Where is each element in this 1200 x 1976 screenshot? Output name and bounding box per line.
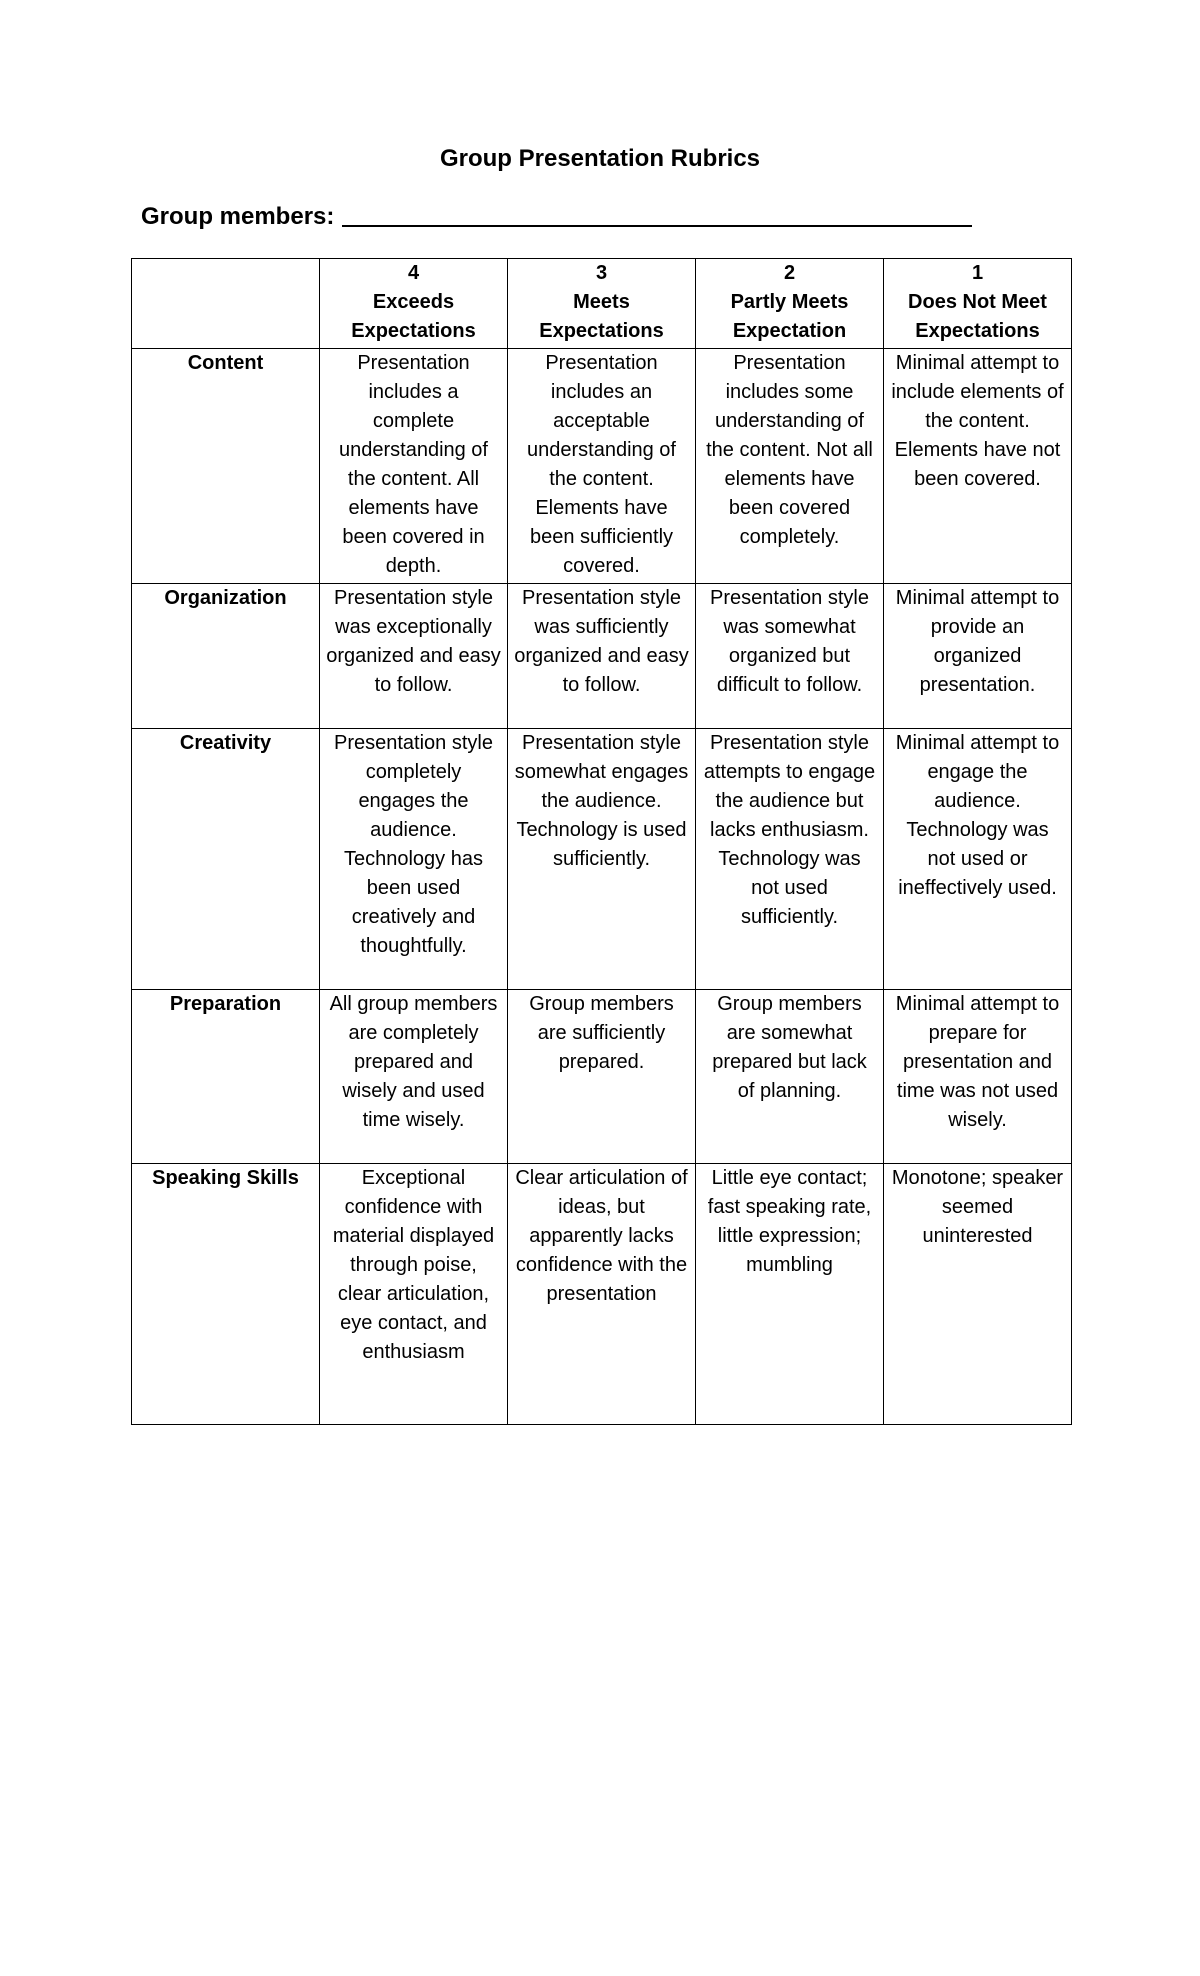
rubric-header-row bbox=[132, 259, 1072, 349]
rubric-cell: Presentation style was sufficiently organized and easy to follow. bbox=[508, 584, 696, 729]
criterion-label: Creativity bbox=[132, 729, 320, 990]
rubric-cell: Little eye contact; fast speaking rate, little expression; mumbling bbox=[696, 1164, 884, 1425]
score-level: Exceeds Expectations bbox=[351, 291, 476, 342]
score-value: 4 bbox=[407, 262, 420, 284]
rubric-cell: Presentation style attempts to engage the audience but lacks enthusiasm. Technology was not used sufficiently. bbox=[696, 729, 884, 990]
rubric-cell: Clear articulation of ideas, but apparently lacks confidence with the presentation bbox=[508, 1164, 696, 1425]
rubric-cell: Group members are sufficiently prepared. bbox=[508, 990, 696, 1164]
rubric-cell: Presentation style completely engages the audience. Technology has been used creatively and thoughtfully. bbox=[320, 729, 508, 990]
rubric-cell: Minimal attempt to include elements of the content. Elements have not been covered. bbox=[884, 349, 1072, 584]
criterion-label: Organization bbox=[132, 584, 320, 729]
rubric-cell: Presentation style was somewhat organized but difficult to follow. bbox=[696, 584, 884, 729]
rubric-cell: All group members are completely prepared and wisely and used time wisely. bbox=[320, 990, 508, 1164]
score-level: Meets Expectations bbox=[539, 291, 664, 342]
rubric-row-organization bbox=[132, 584, 1072, 729]
rubric-cell: Minimal attempt to provide an organized presentation. bbox=[884, 584, 1072, 729]
criterion-label: Speaking Skills bbox=[132, 1164, 320, 1425]
score-value: 2 bbox=[783, 262, 796, 284]
rubric-header-score-2 bbox=[696, 259, 884, 349]
rubric-cell: Presentation style somewhat engages the audience. Technology is used sufficiently. bbox=[508, 729, 696, 990]
score-level: Does Not Meet Expectations bbox=[908, 291, 1047, 342]
rubric-cell: Presentation includes some understanding of the content. Not all elements have been covered completely. bbox=[696, 349, 884, 584]
rubric-header-score-3 bbox=[508, 259, 696, 349]
group-members-label: Group members: bbox=[141, 203, 335, 230]
page-title: Group Presentation Rubrics bbox=[439, 145, 761, 172]
group-members-field bbox=[141, 202, 972, 232]
score-level: Partly Meets Expectation bbox=[730, 291, 849, 342]
rubric-cell: Presentation includes a complete understanding of the content. All elements have been covered in depth. bbox=[320, 349, 508, 584]
rubric-cell: Presentation includes an acceptable understanding of the content. Elements have been sufficiently covered. bbox=[508, 349, 696, 584]
rubric-header-score-1 bbox=[884, 259, 1072, 349]
criterion-label: Preparation bbox=[132, 990, 320, 1164]
group-members-blank-line[interactable] bbox=[342, 225, 972, 227]
rubric-table bbox=[131, 258, 1072, 1425]
criterion-label: Content bbox=[132, 349, 320, 584]
rubric-cell: Exceptional confidence with material displayed through poise, clear articulation, eye contact, and enthusiasm bbox=[320, 1164, 508, 1425]
rubric-cell: Monotone; speaker seemed uninterested bbox=[884, 1164, 1072, 1425]
rubric-row-speaking-skills bbox=[132, 1164, 1072, 1425]
rubric-cell: Minimal attempt to prepare for presentation and time was not used wisely. bbox=[884, 990, 1072, 1164]
rubric-header-empty bbox=[132, 259, 320, 349]
rubric-row-content bbox=[132, 349, 1072, 584]
rubric-row-preparation bbox=[132, 990, 1072, 1164]
rubric-cell: Presentation style was exceptionally organized and easy to follow. bbox=[320, 584, 508, 729]
rubric-cell: Group members are somewhat prepared but lack of planning. bbox=[696, 990, 884, 1164]
score-value: 1 bbox=[971, 262, 984, 284]
rubric-header-score-4 bbox=[320, 259, 508, 349]
score-value: 3 bbox=[595, 262, 608, 284]
rubric-row-creativity bbox=[132, 729, 1072, 990]
rubric-cell: Minimal attempt to engage the audience. Technology was not used or ineffectively used. bbox=[884, 729, 1072, 990]
